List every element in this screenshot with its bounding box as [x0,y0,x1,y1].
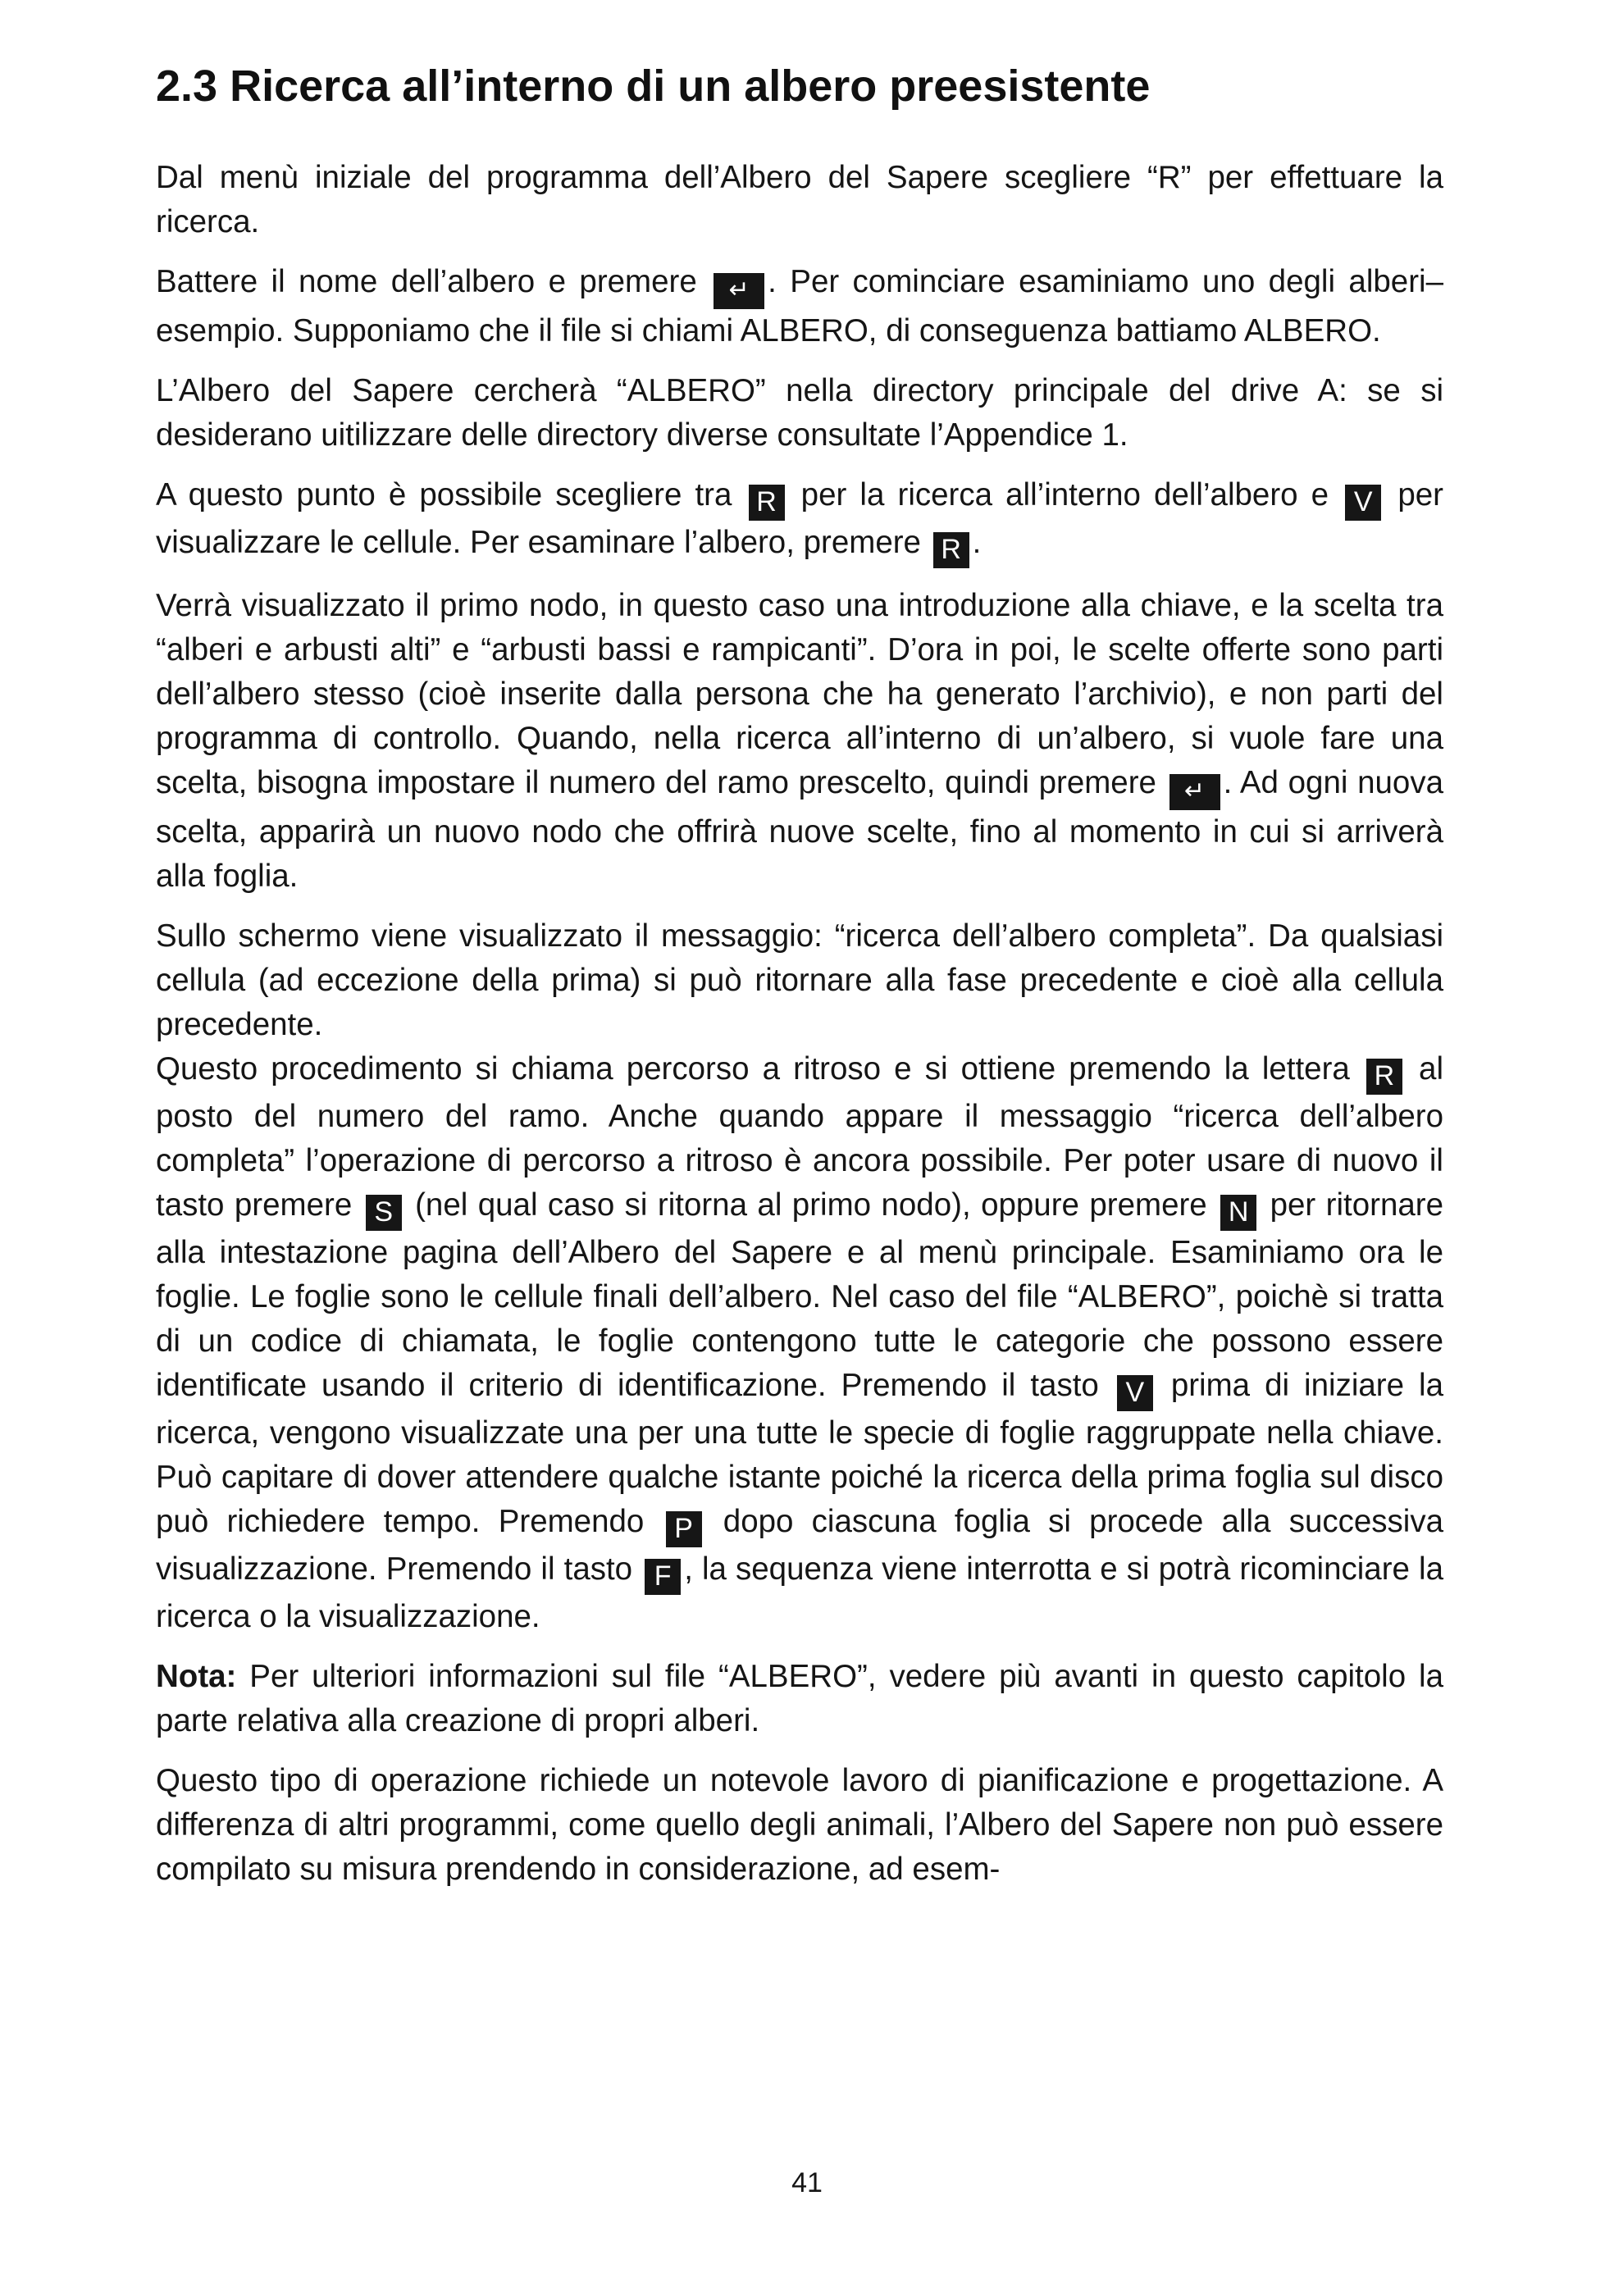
paragraph-5-text-a: Verrà visualizzato il primo nodo, in questo caso una introduzione alla chiave, e la scelta tra “alberi e arbusti alti” e “arbusti bassi e rampicanti”. D’ora in poi, le scelte offerte sono parti dell’albero stesso (cioè inserite dalla persona che ha generato l’archivio), e non parti del programma di controllo. Quando, nella ricerca all’interno di un’albero, si vuole fare una scelta, bisogna impostare il numero del ramo prescelto, quindi premere [156,588,1443,800]
paragraph-6-text: Sullo schermo viene visualizzato il messaggio: “ricerca dell’albero completa”. Da qualsiasi cellula (ad eccezione della prima) si può ritornare alla fase precedente e cioè alla cellula precedente. [156,918,1443,1042]
f-key-icon: F [645,1559,681,1595]
paragraph-8-text: Questo tipo di operazione richiede un notevole lavoro di pianificazione e progettazione. A differenza di altri programmi, come quello degli animali, l’Albero del Sapere non può essere compilato su misura prendendo in considerazione, ad esem- [156,1763,1443,1887]
enter-key-icon: ↵ [1169,774,1220,810]
paragraph-1-text: Dal menù iniziale del programma dell’Albero del Sapere scegliere “R” per effettuare la ricerca. [156,160,1443,239]
paragraph-7-text-f: dopo ciascuna foglia si procede alla successiva visualizzazione. Premendo il tasto [156,1504,1443,1587]
paragraph-7-text-b: al posto del numero del ramo. Anche quando appare il messaggio “ricerca dell’albero completa” l’operazione di percorso a ritroso è ancora possibile. Per poter usare di nuovo il tasto premere [156,1051,1444,1223]
body-text [156,156,1443,1907]
nota-text: Per ulteriori informazioni sul file “ALBERO”, vedere più avanti in questo capitolo la parte relativa alla creazione di propri alberi. [156,1659,1443,1738]
r-key-icon: R [749,485,785,521]
p-key-icon: P [666,1511,702,1547]
nota-label: Nota: [156,1659,237,1694]
paragraph-6 [156,914,1443,1047]
enter-key-icon: ↵ [714,273,764,309]
paragraph-4-text-d: . [972,525,982,560]
paragraph-3-text: L’Albero del Sapere cercherà “ALBERO” nella directory principale del drive A: se si desiderano uitilizzare delle directory diverse consultate l’Appendice 1. [156,373,1443,453]
paragraph-2 [156,260,1443,353]
paragraph-7 [156,1047,1443,1639]
nota-paragraph [156,1655,1443,1743]
paragraph-7-text-a: Questo procedimento si chiama percorso a ritroso e si ottiene premendo la lettera [156,1051,1350,1086]
paragraph-7-text-d: per ritornare alla intestazione pagina dell’Albero del Sapere e al menù principale. Esaminiamo ora le foglie. Le foglie sono le cellule finali dell’albero. Nel caso del file “ALBERO”, poichè si tratta di un codice di chiamata, le foglie contengono tutte le categorie che possono essere identificate usando il criterio di identificazione. Premendo il tasto [156,1187,1443,1403]
v-key-icon: V [1117,1375,1153,1411]
paragraph-7-text-e: prima di iniziare la ricerca, vengono visualizzate una per una tutte le specie di foglie raggruppate nella chiave. Può capitare di dover attendere qualche istante poiché la ricerca della prima foglia sul disco può richiedere tempo. Premendo [156,1368,1443,1539]
v-key-icon: V [1345,485,1381,521]
paragraph-5-text-b: . Ad ogni nuova scelta, apparirà un nuovo nodo che offrirà nuove scelte, fino al momento in cui si arriverà alla foglia. [156,765,1443,894]
paragraph-7-text-g: , la sequenza viene interrotta e si potrà ricominciare la ricerca o la visualizzazione. [156,1551,1443,1634]
paragraph-4-text-a: A questo punto è possibile scegliere tra [156,477,732,512]
paragraph-4 [156,473,1443,568]
page-number: 41 [791,2167,823,2198]
paragraph-2-text-b: . Per cominciare esaminiamo uno degli alberi–esempio. Supponiamo che il file si chiami ALBERO, di conseguenza battiamo ALBERO. [156,264,1443,348]
paragraph-4-text-b: per la ricerca all’interno dell’albero e [800,477,1329,512]
r-key-icon: R [933,532,969,568]
s-key-icon: S [366,1195,402,1231]
n-key-icon: N [1220,1195,1256,1231]
paragraph-4-text-c: per visualizzare le cellule. Per esaminare l’albero, premere [156,477,1443,560]
paragraph-5 [156,584,1443,899]
paragraph-3 [156,369,1443,458]
paragraph-8 [156,1759,1443,1892]
r-key-icon: R [1366,1059,1402,1095]
section-heading: 2.3 Ricerca all’interno di un albero preesistente [156,61,1151,111]
paragraph-7-text-c: (nel qual caso si ritorna al primo nodo), oppure premere [415,1187,1207,1223]
paragraph-2-text-a: Battere il nome dell’albero e premere [156,264,697,299]
paragraph-1 [156,156,1443,244]
